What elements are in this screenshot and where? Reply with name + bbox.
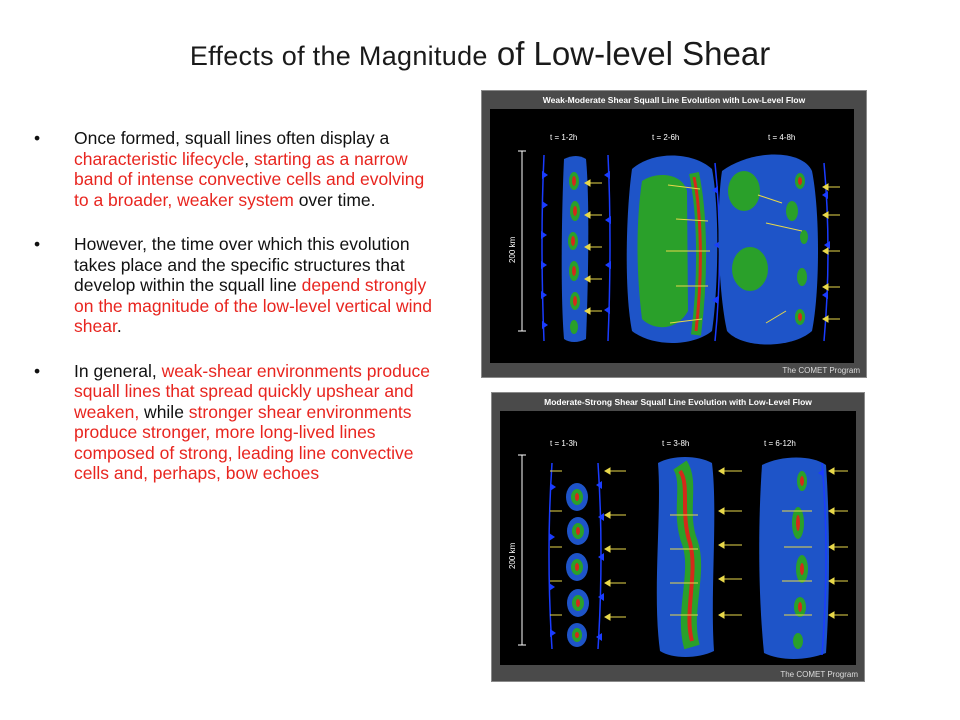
figure-1-scale-label: 200 km <box>508 236 517 263</box>
bullet-1 <box>34 128 434 210</box>
bullet-dot: • <box>34 128 41 148</box>
slide-title <box>0 30 960 85</box>
bullet-dot: • <box>34 234 41 254</box>
figure-2-title: Moderate-Strong Shear Squall Line Evolution with Low-Level Flow <box>544 397 812 407</box>
bullet-3-seg-1: In general, <box>74 360 162 381</box>
bullet-1-seg-3: , <box>244 148 254 169</box>
figure-2-time-2: t = 3-8h <box>662 439 690 448</box>
figure-1-time-2: t = 2-6h <box>652 133 680 142</box>
figure-2-credit: The COMET Program <box>780 670 858 679</box>
figure-2-diagram <box>492 393 864 681</box>
figure-1-title: Weak-Moderate Shear Squall Line Evolution with Low-Level Flow <box>542 95 806 105</box>
figure-1-credit: The COMET Program <box>782 366 860 375</box>
figure-1-time-1: t = 1-2h <box>550 133 578 142</box>
title-part-1: Effects of the Magnitude <box>189 41 488 71</box>
bullet-2-seg-2: depend strongly on the magnitude of the low-level vertical wind shear <box>74 275 432 336</box>
bullet-2-seg-3: . <box>116 316 122 336</box>
bullet-dot: • <box>34 360 41 381</box>
bullet-3 <box>34 361 434 484</box>
figure-1-time-3: t = 4-8h <box>768 133 796 142</box>
bullet-1-seg-1: Once formed, squall lines often display a <box>74 128 390 148</box>
bullet-3-text <box>74 361 430 484</box>
figure-2-scale-label: 200 km <box>508 542 517 569</box>
bullet-1-seg-5: over time. <box>293 189 376 210</box>
bullet-2-text <box>74 234 432 336</box>
bullet-1-seg-2: characteristic lifecycle <box>74 148 245 169</box>
bullet-3-seg-4: stronger shear environments produce stronger, more long-lived lines composed of strong, leading line convective cells and, perhaps, bow echoes <box>74 401 414 483</box>
bullet-2 <box>34 234 434 337</box>
bullet-1-text <box>74 128 424 210</box>
bullet-list <box>34 128 434 508</box>
figure-weak-moderate-shear <box>481 90 867 378</box>
figure-2-time-1: t = 1-3h <box>550 439 578 448</box>
title-part-2: of Low-level Shear <box>487 35 771 72</box>
bullet-1-seg-4: starting as a narrow band of intense convective cells and evolving to a broader, weaker system <box>74 148 425 210</box>
bullet-3-seg-2: weak-shear environments produce squall lines that spread quickly upshear and weaken, <box>74 360 431 422</box>
bullet-2-seg-1: However, the time over which this evolution takes place and the specific structures that develop within the squall line <box>74 234 410 295</box>
figure-2-time-3: t = 6-12h <box>764 439 796 448</box>
figure-moderate-strong-shear <box>491 392 865 682</box>
bullet-3-seg-3: while <box>139 401 189 422</box>
